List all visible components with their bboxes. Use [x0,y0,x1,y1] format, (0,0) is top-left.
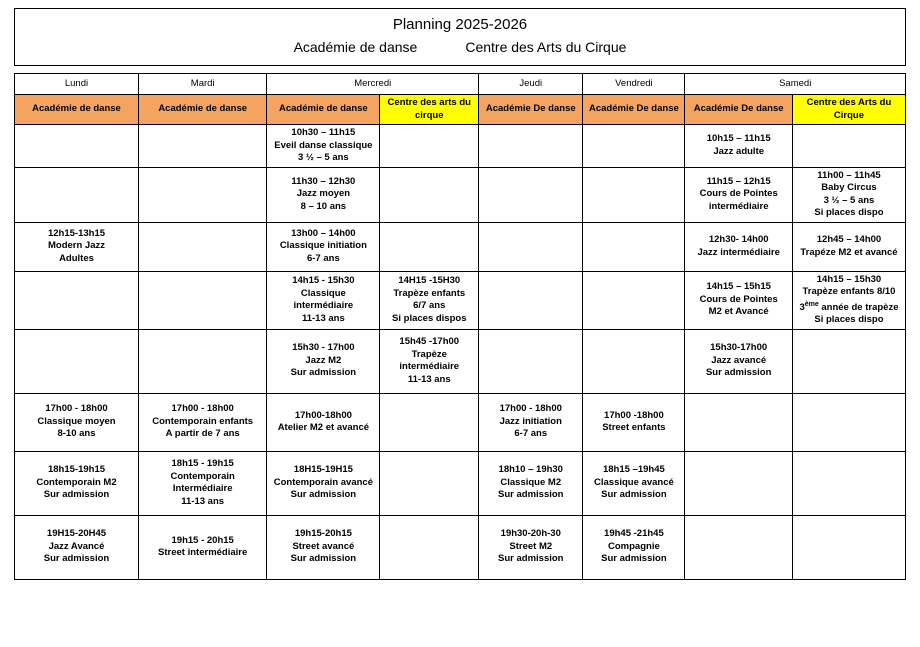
empty-cell [380,167,479,222]
empty-cell [15,329,139,393]
class-cell[interactable] [479,451,583,515]
column-label: Académie de danse [279,103,368,115]
empty-cell [792,125,905,168]
class-time: 13h00 – 14h00 [291,227,356,239]
class-cell[interactable] [267,271,380,329]
class-detail: Jazz initiation [499,415,562,427]
empty-cell [380,451,479,515]
empty-cell [138,222,266,271]
planning-table [14,73,906,580]
class-detail: Contemporain [170,470,235,482]
empty-cell [479,329,583,393]
column-label: Académie De danse [589,103,679,115]
class-cell[interactable] [792,167,905,222]
dance-column-header [267,95,380,125]
empty-cell [685,451,793,515]
class-detail: 11-13 ans [181,495,225,507]
empty-cell [15,125,139,168]
dance-column-header [15,95,139,125]
class-detail: Modern Jazz [47,240,105,252]
day-label: Lundi [64,77,89,89]
class-detail: Compagnie [608,540,660,552]
class-cell[interactable] [267,393,380,451]
day-header-row [15,74,906,95]
class-time: 19H15-20H45 [46,528,107,540]
empty-cell [138,271,266,329]
class-time: 17h00 - 18h00 [499,403,562,415]
day-label: Jeudi [519,77,543,89]
class-cell[interactable] [138,393,266,451]
class-detail: Adultes [59,252,94,264]
circus-column-header [792,95,905,125]
class-detail: Eveil danse classique [274,139,373,151]
class-time: 14H15 -15H30 [398,275,461,287]
empty-cell [380,393,479,451]
day-header-cell [583,74,685,95]
class-detail: Contemporain avancé [273,476,373,488]
column-label: Centre des arts du cirque [387,97,471,121]
circus-column-header [380,95,479,125]
class-time: 18h15-19h15 [47,464,106,476]
class-detail: Street M2 [509,540,553,552]
table-row [15,271,906,329]
class-detail: A partir de 7 ans [165,428,240,440]
class-detail: Trapèze [411,348,447,360]
class-cell[interactable] [479,515,583,579]
class-detail: Classique avancé [594,476,674,488]
empty-cell [583,329,685,393]
class-detail: Jazz intermédiaire [697,246,780,258]
class-detail: Si places dispos [392,312,467,324]
class-time: 19h15 - 20h15 [171,534,234,546]
class-cell[interactable] [380,271,479,329]
title-subtitle [15,37,905,57]
day-header-cell [479,74,583,95]
class-detail: intermédiaire [293,300,354,312]
class-time: 15h30-17h00 [710,342,768,354]
empty-cell [792,393,905,451]
class-detail: 3ème année de trapèze [799,300,899,313]
dance-column-header [583,95,685,125]
class-detail: Classique moyen [37,415,116,427]
empty-cell [15,271,139,329]
day-header-cell [267,74,479,95]
class-cell[interactable] [685,329,793,393]
day-label: Samedi [779,77,812,89]
class-detail: Jazz M2 [305,354,342,366]
class-cell[interactable] [685,222,793,271]
class-detail: Sur admission [498,553,564,565]
class-time: 12h30- 14h00 [708,234,769,245]
class-detail: 11-13 ans [301,312,345,324]
class-detail: Jazz avancé [711,354,767,366]
class-cell[interactable] [685,167,793,222]
class-time: 12h15-13h15 [47,227,106,239]
class-detail: Classique M2 [500,476,562,488]
class-time: 17h00-18h00 [294,409,352,421]
class-time: 11h15 – 12h15 [706,175,771,187]
empty-cell [792,451,905,515]
subtitle-dance: Académie de danse [293,39,418,55]
dance-column-header [685,95,793,125]
class-detail: Jazz moyen [296,188,351,200]
class-cell[interactable] [583,393,685,451]
class-detail: 3 ½ – 5 ans [298,152,349,163]
class-detail: Classique [300,287,346,299]
empty-cell [138,167,266,222]
class-detail: Sur admission [290,553,357,565]
class-detail: 11-13 ans [407,373,451,385]
class-cell[interactable] [15,222,139,271]
empty-cell [685,515,793,579]
table-row [15,125,906,168]
empty-cell [479,125,583,168]
class-detail: Trapèze enfants [393,287,466,299]
day-header-cell [685,74,906,95]
empty-cell [15,167,139,222]
day-label: Mercredi [354,77,392,89]
class-detail: Street avancé [292,540,355,552]
class-detail: Intermédiaire [172,483,233,495]
empty-cell [685,393,793,451]
day-header-cell [138,74,266,95]
column-label: Académie de danse [32,103,121,115]
class-cell[interactable] [15,451,139,515]
empty-cell [479,222,583,271]
table-row [15,451,906,515]
class-time: 10h15 – 11h15 [706,133,771,145]
class-time: 17h00 - 18h00 [45,403,108,415]
class-time: 19h15-20h15 [294,528,352,540]
class-cell[interactable] [15,515,139,579]
class-time: 11h00 – 11h45 [817,169,881,181]
class-cell[interactable] [267,329,380,393]
empty-cell [380,515,479,579]
empty-cell [583,125,685,168]
dance-column-header [138,95,266,125]
class-cell[interactable] [479,393,583,451]
class-detail: Sur admission [601,489,667,501]
day-header-cell [15,74,139,95]
empty-cell [792,329,905,393]
class-detail: Jazz Avancé [48,540,105,552]
page-title: Planning 2025-2026 [392,16,528,33]
class-time: 14h15 – 15h15 [706,281,771,293]
class-detail: Trapèze enfants 8/10 [802,286,896,297]
empty-cell [583,271,685,329]
empty-cell [479,167,583,222]
class-detail: 3 ½ – 5 ans [823,194,875,206]
class-detail: Si places dispo [814,314,884,326]
section-header-row [15,95,906,125]
empty-cell [792,515,905,579]
class-time: 18h10 – 19h30 [498,464,563,476]
class-cell[interactable] [685,271,793,329]
class-detail: Sur admission [705,367,772,379]
table-row [15,222,906,271]
class-cell[interactable] [267,222,380,271]
class-detail: intermédiaire [399,361,460,373]
class-detail: Sur admission [290,489,357,501]
class-cell[interactable] [583,451,685,515]
class-detail: Contemporain M2 [36,476,117,488]
class-detail: Atelier M2 et avancé [277,422,370,434]
class-cell[interactable] [792,271,905,329]
class-cell[interactable] [792,222,905,271]
empty-cell [583,222,685,271]
class-cell[interactable] [267,167,380,222]
class-detail: Street enfants [602,422,666,434]
class-detail: Cours de Pointes [699,293,778,305]
class-time: 12h45 – 14h00 [816,234,882,245]
class-detail: 8 – 10 ans [300,200,347,212]
class-detail: 6/7 ans [413,300,446,312]
empty-cell [380,125,479,168]
class-detail: 6-7 ans [514,428,548,440]
class-detail: Sur admission [290,367,357,379]
class-detail: Cours de Pointes [699,188,778,200]
dance-column-header [479,95,583,125]
class-time: 17h00 - 18h00 [171,403,234,415]
class-cell[interactable] [15,393,139,451]
class-cell[interactable] [685,125,793,168]
class-cell[interactable] [267,451,380,515]
class-detail: M2 et Avancé [708,306,769,318]
empty-cell [138,329,266,393]
class-detail: 6-7 ans [306,252,340,264]
class-detail: Baby Circus [821,182,877,193]
class-detail: Si places dispo [814,207,884,218]
class-detail: Classique initiation [279,240,367,252]
class-time: 17h00 -18h00 [604,409,664,421]
table-row [15,393,906,451]
class-time: 19h30-20h-30 [500,528,561,540]
class-cell[interactable] [380,329,479,393]
class-detail: Sur admission [43,489,110,501]
class-detail: Street intermédiaire [158,547,248,559]
class-time: 18h15 - 19h15 [171,458,234,470]
class-detail: Jazz adulte [713,145,765,157]
class-detail: Sur admission [43,553,110,565]
class-detail: Contemporain enfants [152,415,254,427]
subtitle-circus: Centre des Arts du Cirque [465,39,627,55]
class-time: 10h30 – 11h15 [291,127,356,138]
class-time: 18H15-19H15 [293,464,353,476]
column-label: Académie De danse [693,103,784,115]
class-time: 19h45 -21h45 [604,528,664,540]
empty-cell [583,167,685,222]
class-time: 15h45 -17h00 [399,336,460,348]
class-cell[interactable] [583,515,685,579]
class-time: 14h15 – 15h30 [816,273,882,285]
column-label: Académie De danse [485,103,576,115]
column-label: Centre des Arts du Cirque [806,97,892,121]
class-time: 14h15 - 15h30 [292,275,355,287]
class-detail: Sur admission [601,553,667,565]
class-detail: intermédiaire [708,200,769,212]
class-cell[interactable] [138,451,266,515]
class-time: 18h15 –19h45 [602,464,665,476]
empty-cell [138,125,266,168]
table-row [15,515,906,579]
table-row [15,167,906,222]
day-label: Vendredi [615,77,653,89]
day-label: Mardi [190,77,215,89]
empty-cell [479,271,583,329]
class-cell[interactable] [138,515,266,579]
class-time: 15h30 - 17h00 [292,342,355,354]
class-time: 11h30 – 12h30 [291,175,356,187]
class-detail: Trapéze M2 et avancé [800,246,898,258]
column-label: Académie de danse [158,103,248,115]
class-detail: 8-10 ans [57,428,96,440]
empty-cell [380,222,479,271]
class-cell[interactable] [267,515,380,579]
title-block [14,8,906,66]
class-detail: Sur admission [498,489,564,501]
class-cell[interactable] [267,125,380,168]
table-row [15,329,906,393]
